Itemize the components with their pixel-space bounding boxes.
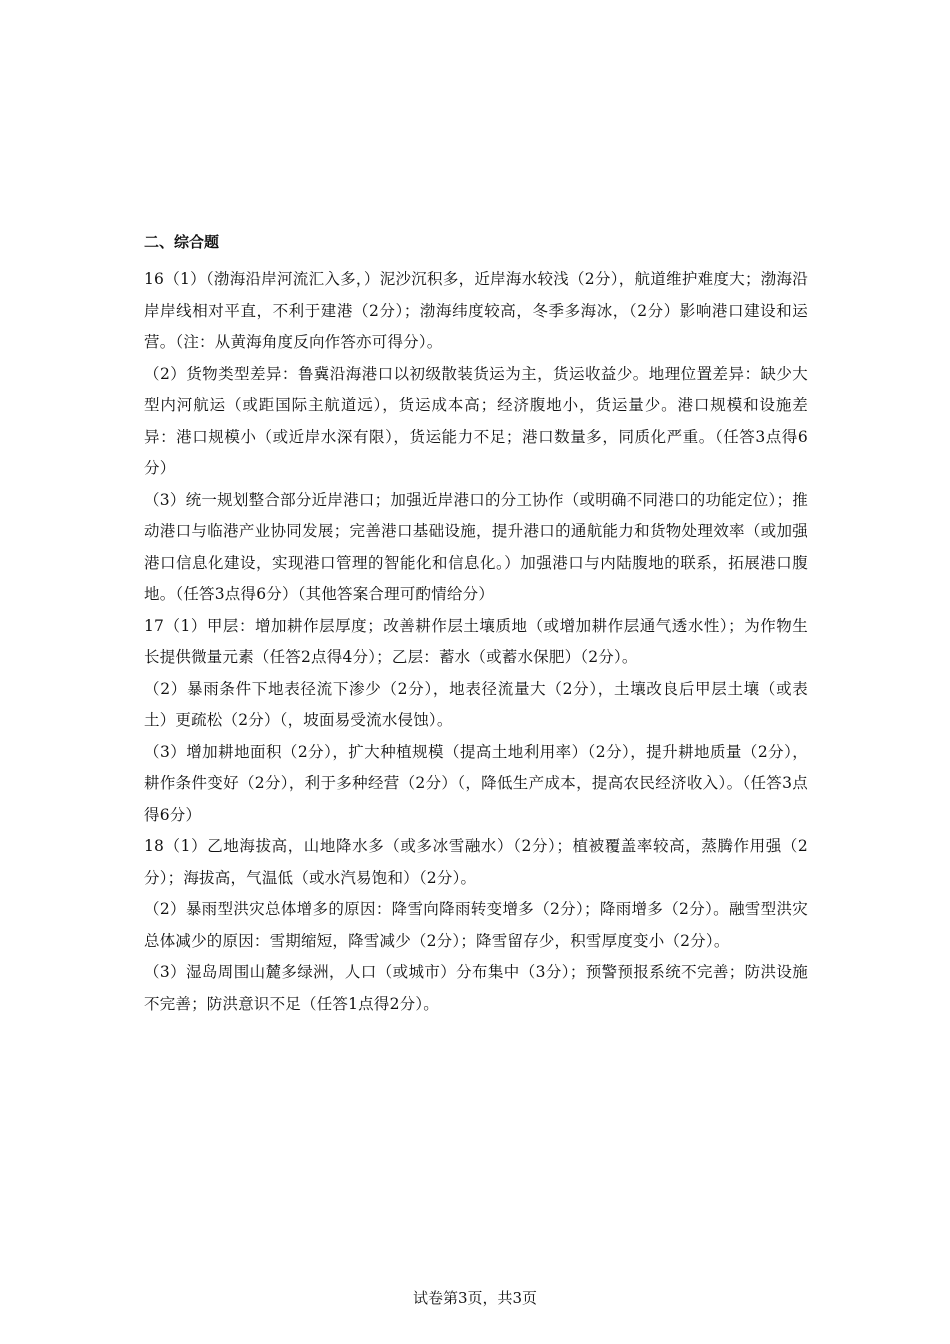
answer-17-1: 17（1）甲层：增加耕作层厚度；改善耕作层土壤质地（或增加耕作层通气透水性）；为作物生长提供微量元素（任答2点得4分）；乙层：蓄水（或蓄水保肥）（2分）。 <box>144 616 808 666</box>
answer-17-3: （3）增加耕地面积（2分），扩大种植规模（提高土地利用率）（2分），提升耕地质量（2分），耕作条件变好（2分），利于多种经营（2分）（，降低生产成本，提高农民经济收入）。（任答3点得6分） <box>144 742 808 824</box>
answer-16-1: 16（1）（渤海沿岸河流汇入多，）泥沙沉积多，近岸海水较浅（2分），航道维护难度大；渤海沿岸岸线相对平直，不利于建港（2分）；渤海纬度较高，冬季多海冰，（2分）影响港口建设和运营。（注：从黄海角度反向作答亦可得分）。 <box>144 270 808 351</box>
answer-18-1: 18（1）乙地海拔高，山地降水多（或多冰雪融水）（2分）；植被覆盖率较高，蒸腾作用强（2分）；海拔高，气温低（或水汽易饱和）（2分）。 <box>144 837 808 887</box>
answer-18-3: （3）湿岛周围山麓多绿洲，人口（或城市）分布集中（3分）；预警预报系统不完善；防洪设施不完善；防洪意识不足（任答1点得2分）。 <box>144 963 808 1013</box>
section-title: 二、综合题 <box>144 233 220 251</box>
answer-content <box>144 232 808 1020</box>
answer-16-2: （2）货物类型差异：鲁冀沿海港口以初级散装货运为主，货运收益少。地理位置差异：缺少大型内河航运（或距国际主航道远），货运成本高；经济腹地小，货运量少。港口规模和设施差异：港口规模小（或近岸水深有限），货运能力不足；港口数量多，同质化严重。（任答3点得6分） <box>144 364 808 477</box>
answer-17-2: （2）暴雨条件下地表径流下渗少（2分），地表径流量大（2分），土壤改良后甲层土壤（或表土）更疏松（2分）（，坡面易受流水侵蚀）。 <box>144 679 808 729</box>
answer-16-3: （3）统一规划整合部分近岸港口；加强近岸港口的分工协作（或明确不同港口的功能定位）；推动港口与临港产业协同发展；完善港口基础设施，提升港口的通航能力和货物处理效率（或加强港口信息化建设，实现港口管理的智能化和信息化。）加强港口与内陆腹地的联系，拓展港口腹地。（任答3点得6分）（其他答案合理可酌情给分） <box>144 490 808 603</box>
answer-18-2: （2）暴雨型洪灾总体增多的原因：降雪向降雨转变增多（2分）；降雨增多（2分）。融雪型洪灾总体减少的原因：雪期缩短，降雪减少（2分）；降雪留存少，积雪厚度变小（2分）。 <box>144 900 808 950</box>
page-footer: 试卷第3页，共3页 <box>412 1289 538 1307</box>
